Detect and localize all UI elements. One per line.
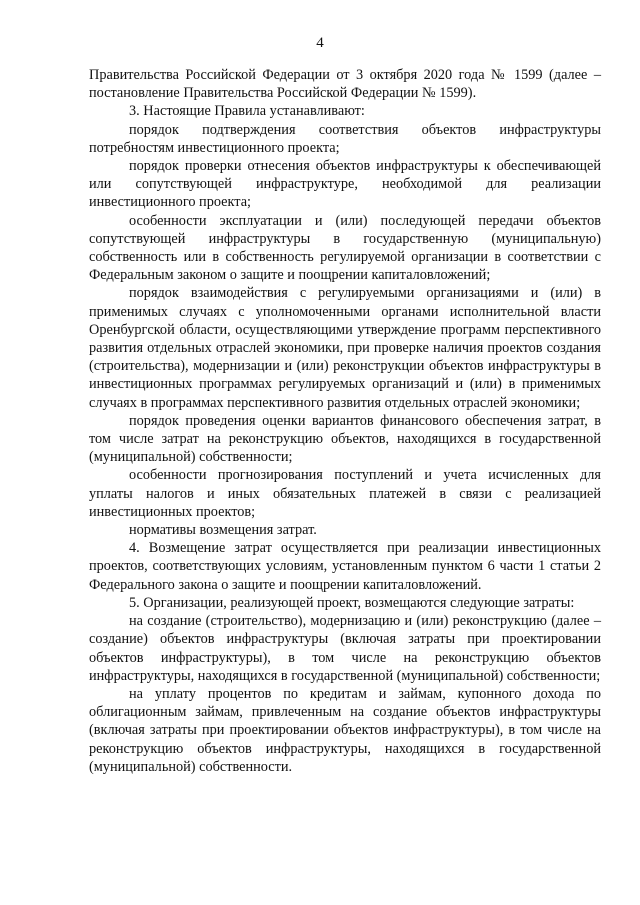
paragraph-subitem: особенности эксплуатации и (или) последующей передачи объектов сопутствующей инфраструктуры в государственную (муниципальную) собственность или в собственность регулируемой организации в соответствии с Федеральным законом о защите и поощрении капиталовложений; [89,212,601,284]
paragraph-subitem: порядок взаимодействия с регулируемыми организациями и (или) в применимых случаях с уполномоченными органами исполнительной власти Оренбургской области, осуществляющими утверждение программ перспективного развития отдельных отраслей экономики, при проверке наличия проектов создания (строительства), модернизации и (или) реконструкции объектов инфраструктуры в инвестиционных программах регулируемых организаций и (или) в применимых случаях в программах перспективного развития отдельных отраслей экономики; [89,285,601,411]
page-number: 4 [316,35,324,51]
paragraph-subitem: на уплату процентов по кредитам и займам, купонного дохода по облигационным займам, привлеченным на создание объектов инфраструктуры (включая затраты при проектировании объектов инфраструктуры), в том числе на реконструкцию объектов инфраструктуры, находящихся в государственной (муниципальной) собственности. [89,685,601,775]
paragraph-item-4: 4. Возмещение затрат осуществляется при реализации инвестиционных проектов, соответствующих условиям, установленным пунктом 6 части 1 статьи 2 Федерального закона о защите и поощрении капиталовложений. [89,540,601,593]
paragraph-subitem: порядок проведения оценки вариантов финансового обеспечения затрат, в том числе затрат на реконструкцию объектов, находящихся в государственной (муниципальной) собственности; [89,412,601,466]
document-body [89,66,601,776]
paragraph-item-3: 3. Настоящие Правила устанавливают: [129,103,365,120]
paragraph-subitem: особенности прогнозирования поступлений и учета исчисленных для уплаты налогов и иных обязательных платежей в связи с реализацией инвестиционных проектов; [89,467,601,520]
paragraph-item-5: 5. Организации, реализующей проект, возмещаются следующие затраты: [129,594,575,611]
paragraph-subitem: на создание (строительство), модернизацию и (или) реконструкцию (далее – создание) объектов инфраструктуры (включая затраты при проектировании объектов инфраструктуры), в том числе на реконструкцию объектов инфраструктуры, находящихся в государственной (муниципальной) собственности; [89,613,601,684]
paragraph-subitem: нормативы возмещения затрат. [129,522,317,539]
paragraph-subitem: порядок подтверждения соответствия объектов инфраструктуры потребностям инвестиционного проекта; [89,121,601,156]
paragraph-continuation: Правительства Российской Федерации от 3 октября 2020 года № 1599 (далее – постановление Правительства Российской Федерации № 1599). [89,67,601,102]
paragraph-subitem: порядок проверки отнесения объектов инфраструктуры к обеспечивающей или сопутствующей инфраструктуре, необходимой для реализации инвестиционного проекта; [89,158,601,211]
